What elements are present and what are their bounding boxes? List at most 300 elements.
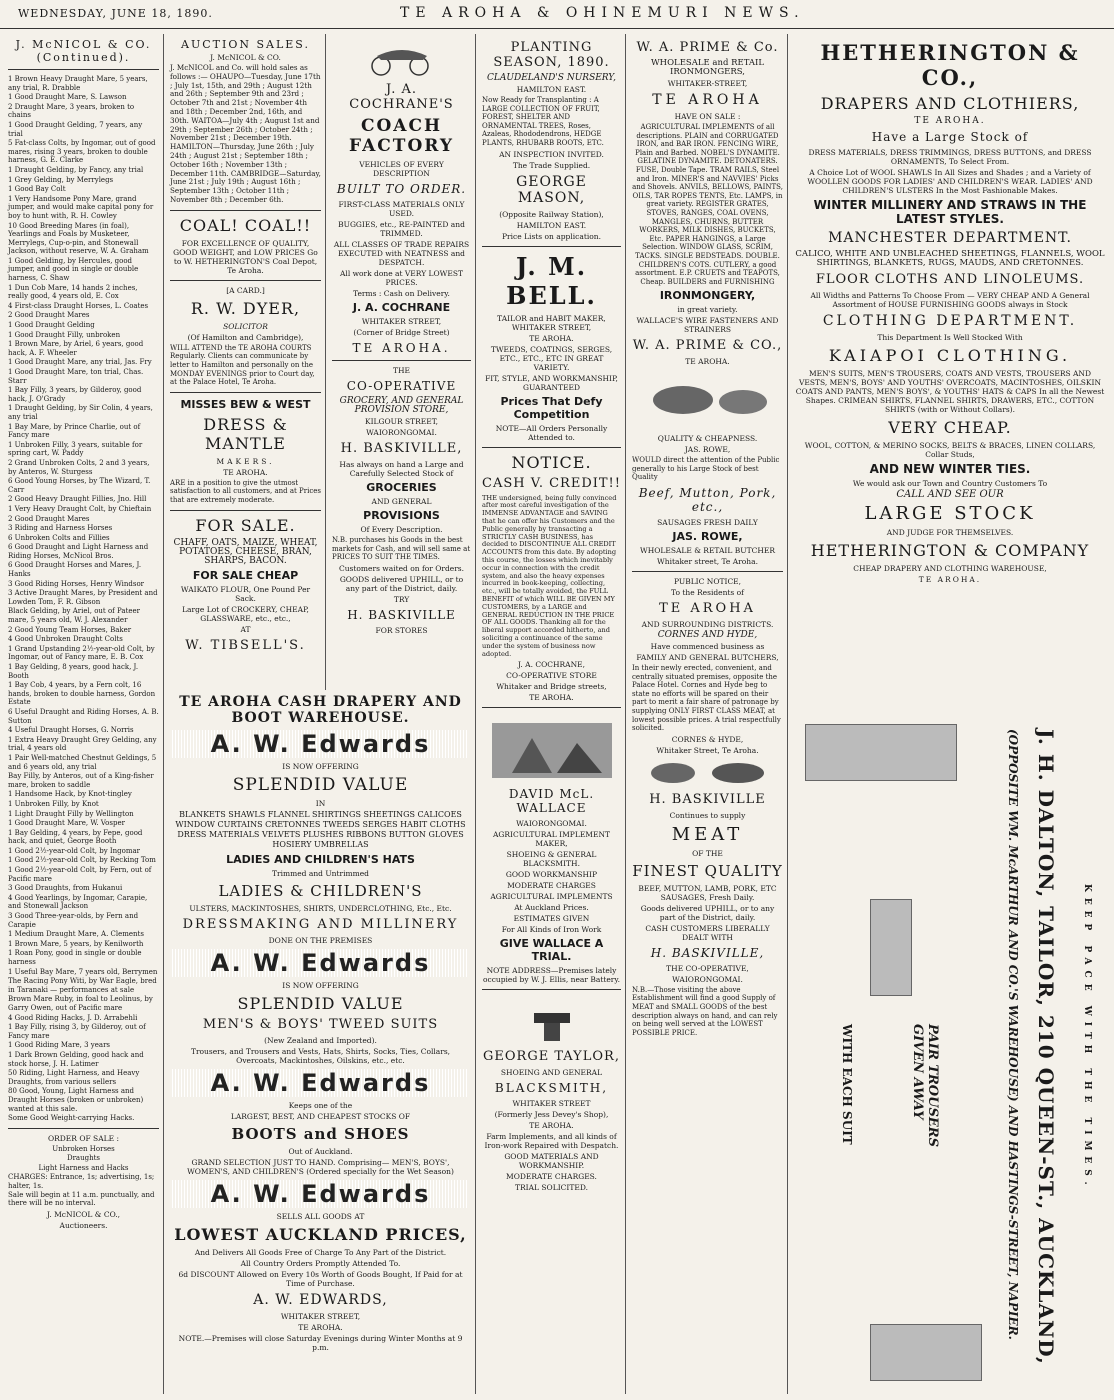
horse-entry-list <box>8 75 159 1123</box>
horse-entry: 1 Good Draught Gelding, 7 years, any trial <box>8 120 143 138</box>
horse-entry: 4 Useful Draught Horses, G. Norris <box>8 726 134 735</box>
horse-entry: 1 Good Draught Gelding <box>8 321 95 330</box>
rowe-sausages: SAUSAGES FRESH DAILY <box>657 518 758 528</box>
meat-cash: CASH CUSTOMERS LIBERALLY DEALT WITH <box>645 923 770 942</box>
horse-entry: 1 Bay Gelding, 8 years, good hack, J. Booth <box>8 663 139 680</box>
bell-body: TWEEDS, COATINGS, SERGES, ETC., ETC., ETC IN GREAT VARIETY. <box>490 344 613 372</box>
hh-company: HETHERINGTON & COMPANY <box>810 541 1090 560</box>
hh-new-ties: AND NEW WINTER TIES. <box>869 462 1031 476</box>
wallace-agri: AGRICULTURAL IMPLEMENT MAKER, <box>492 830 611 849</box>
edwards-country: All Country Orders Promptly Attended To. <box>240 1259 401 1268</box>
inspection: AN INSPECTION INVITED. <box>499 149 604 159</box>
dyer-sub: (Of Hamilton and Cambridge), <box>187 332 304 342</box>
bell-town: TE AROHA. <box>529 333 574 343</box>
hh-clothing-dept: CLOTHING DEPARTMENT. <box>822 313 1078 329</box>
edwards-in: IN <box>315 799 326 808</box>
cash-credit: CASH V. CREDIT!! <box>482 475 621 491</box>
horse-entry: 1 Bay Mare, by Prince Charlie, out of Fancy mare <box>8 422 141 440</box>
divider <box>482 246 621 247</box>
taylor-trial: TRIAL SOLICITED. <box>515 1183 588 1193</box>
horse-entry: 2 Good Draught Mares <box>8 311 90 320</box>
horse-entry: 3 Active Draught Mares, by President and Lowden Tom, F. R. Gibson <box>8 589 158 606</box>
at-label: AT <box>240 624 251 634</box>
edwards-lowest: LOWEST AUCKLAND PRICES, <box>174 1225 467 1244</box>
edwards-note: NOTE.—Premises will close Saturday Evenings during Winter Months at 9 p.m. <box>178 1334 463 1352</box>
edwards-discount: 6d DISCOUNT Allowed on Every 10s Worth of Goods Bought, If Paid for at Time of Purchase. <box>178 1270 463 1288</box>
horse-entry: 5 Fat-class Colts, by Ingomar, out of good mares, rising 3 years, broken to double harness, G. E. Clarke <box>8 139 156 165</box>
horse-entry: 6 Useful Draught and Riding Horses, A. B. Sutton <box>8 707 159 725</box>
column-cochrane <box>328 34 476 690</box>
hh-town2: TE AROHA. <box>918 575 982 584</box>
edwards-splendid: SPLENDID VALUE <box>237 994 404 1013</box>
prime-street: WHITAKER-STREET, <box>667 79 748 88</box>
horse-entry: 3 Good Draughts, from Hukanui <box>8 884 123 893</box>
hh-call: CALL AND SEE OUR <box>896 489 1004 500</box>
horse-entry: 1 Dun Cob Mare, 14 hands 2 inches, really good, 4 years old, E. Cox <box>8 283 138 301</box>
trade-supplied: The Trade Supplied. <box>512 160 591 170</box>
dalton-pair-trousers: PAIR TROUSERS GIVEN AWAY <box>910 1024 940 1147</box>
coop-street: KILGOUR STREET, <box>364 417 439 426</box>
horse-entry: 1 Good Riding Mare, 3 years <box>8 1041 111 1050</box>
edwards-boots: BOOTS and SHOES <box>231 1125 410 1143</box>
prime-whole: WHOLESALE and RETAIL IRONMONGERS, <box>650 58 765 77</box>
divider <box>332 360 471 361</box>
horse-entry: 1 Good Gelding, by Hercules, good jumper, and good in single or double harness, C. Shaw <box>8 256 139 283</box>
goods-delivered: GOODS delivered UPHILL, or to any part of the District, daily. <box>339 574 464 593</box>
jm-bell: J. M. BELL. <box>506 251 597 310</box>
dyer-name: R. W. DYER, <box>190 298 301 318</box>
cochrane-l1: VEHICLES OF EVERY DESCRIPTION <box>359 160 444 178</box>
meat-beef: BEEF, MUTTON, LAMB, PORK, ETC SAUSAGES, Fresh Daily. <box>638 883 777 902</box>
taylor-town: TE AROHA. <box>529 1121 574 1131</box>
horse-entry: 1 Unbroken Filly, 3 years, suitable for spring cart, W. Paddy <box>8 440 143 458</box>
wallace-est: ESTIMATES GIVEN <box>513 914 590 924</box>
dyer-body: WILL ATTEND the TE AROHA COURTS Regularly. Clients can communicate by letter to Hamilton and personally on the MONDAY EVENINGS prior to Court day, at the Palace Hotel, Te Aroha. <box>170 343 315 387</box>
auctioneer-title: Auctioneers. <box>59 1220 108 1230</box>
horse-entry: 1 Good Draught Filly, unbroken <box>8 330 121 339</box>
edwards-hats: LADIES AND CHILDREN'S HATS <box>226 853 415 866</box>
try-label: TRY <box>393 594 410 604</box>
horse-entry: 3 Good Three-year-olds, by Fern and Carapie <box>8 912 139 929</box>
and-general: AND GENERAL <box>371 497 432 506</box>
for-stores: FOR STORES <box>375 625 428 635</box>
horse-entry: Some Good Weight-carrying Hacks. <box>8 1114 135 1123</box>
horse-entry: 80 Good, Young, Light Harness and Draught Horses (broken or unbroken) wanted at this sale. <box>8 1087 144 1113</box>
cash-body: THE undersigned, being fully convinced after most careful investigation of the IMMENSE ADVANTAGE and SAVING that he can offer his Customers and the Public generally by transacting a STRICTLY CASH BUSINESS, has decided to DISCONTINUE ALL CREDIT ACCOUNTS from this date. By adopting this course, the losses which inevitably occur in connection with the credit system, and also the heavy expenses incurred in book-keeping, collecting, etc., will be totally avoided, the FULL BENEFIT of which WILL BE GIVEN MY CUSTOMERS, by a LARGE and GENERAL REDUCTION IN THE PRICE OF ALL GOODS. Thanking all for the liberal support accorded hitherto, and soliciting a continuance of the same under the system of business now adopted. <box>482 493 617 658</box>
divider <box>8 1128 159 1129</box>
price-lists: Price Lists on application. <box>502 231 601 241</box>
coal-title: COAL! COAL!! <box>179 215 312 235</box>
coal-body: FOR EXCELLENCE OF QUALITY, GOOD WEIGHT, and LOW PRICES Go to W. HETHERINGTON'S Coal Depot, Te Aroha. <box>173 238 318 275</box>
hh-calico: CALICO, WHITE AND UNBLEACHED SHEETINGS, FLANNELS, WOOL SHIRTINGS, BLANKETS, RUGS, MAUDS, AND CRETONNES. <box>795 249 1105 268</box>
nursery-name: CLAUDELAND'S NURSERY, <box>487 73 616 83</box>
order-of-sale-title: ORDER OF SALE : <box>48 1133 119 1143</box>
dalton-with-suit: WITH EACH SUIT <box>840 1024 854 1145</box>
taylor-black: BLACKSMITH, <box>494 1081 609 1096</box>
divider <box>170 280 321 281</box>
nursery-town: HAMILTON EAST. <box>516 85 587 94</box>
bell-prices: Prices That Defy Competition <box>500 394 603 421</box>
wallace-for: For All Kinds of Iron Work <box>501 925 602 935</box>
edwards-ulsters: ULSTERS, MACKINTOSHES, SHIRTS, UNDERCLOTHING, Etc., Etc. <box>189 904 452 913</box>
column-auction-sales <box>166 34 326 690</box>
auction-sales-title: AUCTION SALES. <box>181 38 310 51</box>
public-and: AND SURROUNDING DISTRICTS. <box>641 620 774 630</box>
farrier-illustration <box>482 713 622 783</box>
horse-entry: 1 Good Bay Colt <box>8 185 66 194</box>
divider <box>170 510 321 511</box>
horse-entry: 1 Light Draught Filly by Wellington <box>8 809 134 818</box>
baskiville-name: H. BASKIVILLE, <box>340 441 463 456</box>
baskiville-name2: H. BASKIVILLE <box>347 607 456 622</box>
hh-winter: WINTER MILLINERY AND STRAWS IN THE LATEST STYLES. <box>813 198 1087 226</box>
cochrane-l2: BUILT TO ORDER. <box>336 182 467 196</box>
wallace-name: DAVID McL. WALLACE <box>508 787 595 816</box>
baskiville-nb: N.B. purchases his Goods in the best markets for Cash, and will sell same at PRICES TO SUIT THE TIMES. <box>332 536 471 562</box>
edwards-banner: A. W. Edwards <box>172 949 469 977</box>
dalton-advertisement <box>790 724 1108 1389</box>
divider <box>482 989 621 990</box>
finest-quality: FINEST QUALITY <box>632 861 783 880</box>
cochrane-l6: All work done at VERY LOWEST PRICES. <box>340 269 463 287</box>
drapers-clothiers: DRAPERS AND CLOTHIERS, <box>820 94 1080 113</box>
groceries: GROCERIES <box>366 481 437 494</box>
wallace-give: GIVE WALLACE A TRIAL. <box>499 937 604 964</box>
horse-entry: 4 Good Yearlings, by Ingomar, Carapie, and Stonewall Jackson <box>8 893 148 911</box>
cochrane-l3: FIRST-CLASS MATERIALS ONLY USED. <box>338 200 465 218</box>
wallace-note: NOTE ADDRESS—Premises lately occupied by W. J. Ellis, near Battery. <box>482 966 620 985</box>
horse-entry: 6 Good Draught Horses and Mares, J. Hanks <box>8 561 142 579</box>
sale-note: Sale will begin at 11 a.m. punctually, and there will be no interval. <box>8 1190 155 1208</box>
horse-entry: 1 Bay Gelding, 4 years, by Fepe, good hack, and quiet, George Booth <box>8 828 143 846</box>
hh-have: Have a Large Stock of <box>871 130 1029 144</box>
cash-sign3: Whitaker and Bridge streets, <box>496 682 607 692</box>
cochrane-title2: COACH FACTORY <box>349 116 454 156</box>
edwards-out: Out of Auckland. <box>288 1147 353 1156</box>
crockery-line: Large Lot of CROCKERY, CHEAP, GLASSWARE, etc., etc., <box>182 604 309 623</box>
edwards-town: TE AROHA. <box>298 1323 343 1332</box>
dalton-subtitle: (OPPOSITE WM. McARTHUR AND CO.'S WAREHOUSE) AND HASTINGS-STREET, NAPIER. <box>1006 729 1020 1340</box>
wallace-shoe: SHOEING & GENERAL BLACKSMITH. <box>506 850 597 869</box>
divider <box>170 210 321 211</box>
hh-manchester: MANCHESTER DEPARTMENT. <box>828 230 1072 246</box>
tibsell-name: W. TIBSELL'S. <box>185 637 306 653</box>
carriage-illustration <box>367 42 437 76</box>
horse-entry: 1 Bay Filly, rising 3, by Gilderoy, out of Fancy mare <box>8 1023 146 1040</box>
cochrane-sign3: (Corner of Bridge Street) <box>353 328 450 337</box>
george-mason: GEORGE MASON, <box>516 173 587 206</box>
edwards-banner: A. W. Edwards <box>172 730 469 758</box>
hh-wool: WOOL, COTTON, & MERINO SOCKS, BELTS & BRACES, LINEN COLLARS, Collar Studs, <box>804 441 1096 459</box>
edwards-largest: LARGEST, BEST, AND CHEAPEST STOCKS OF <box>230 1112 411 1121</box>
cochrane-l5: ALL CLASSES OF TRADE REPAIRS EXECUTED with NEATNESS and DESPATCH. <box>333 240 470 267</box>
horse-entry: 10 Good Breeding Mares (in foal), Yearlings and Foals by Musketeer, Merrylegs, Cup-o-pin, and Stonewall Jackson, without reserve, W. A. Graham <box>8 221 149 256</box>
prime-items: AGRICULTURAL IMPLEMENTS of all descriptions. PLAIN and CORRUGATED IRON, and BAR IRON. FENCING WIRE, Plain and Barbed. NOBEL'S DYNAMITE. GELATINE DYNAMITE. DETONATERS. FUSE, Double Tape. TRAM RAILS, Steel and Iron. MINER'S and NAVVIES' Picks and Shovels. ANVILS, BELLOWS, PAINTS, OILS, TAR ROPES TENTS, Etc. LAMPS, in great variety. REGISTER GRATES, STOVES, RANGES, COAL OVENS, MANGLES, CHURNS, BUTTER WORKERS, MILK DISHES, BUCKETS, Etc. PAPER HANGINGS, a Large Selection. WINDOW GLASS, SCRIM, TACKS. SINGLE BEDSTEADS. DOUBLE. CHILDREN'S COTS. CUTLERY, a good assortment. E.P. CRUETS and TEAPOTS, Cheap. BUILDERS and FURNISHING <box>632 123 783 286</box>
baskiville-coop: THE CO-OPERATIVE, <box>666 963 749 973</box>
horse-entry: 1 Good 2½-year-old Colt, by Fern, out of Pacific mare <box>8 866 152 883</box>
bell-note: NOTE—All Orders Personally Attended to. <box>495 423 608 442</box>
for-sale-cheap: FOR SALE CHEAP <box>192 568 299 582</box>
planting-season: PLANTING SEASON, 1890. <box>493 40 610 70</box>
cochrane-sign2: WHITAKER STREET, <box>361 317 442 326</box>
taylor-goodm: GOOD MATERIALS AND WORKMANSHIP. <box>504 1152 599 1171</box>
horse-entry: 2 Draught Mare, 3 years, broken to chains <box>8 102 135 120</box>
dalton-title: J. H. DALTON, TAILOR, 210 QUEEN-ST., AUCKLAND, <box>1034 729 1058 1365</box>
baskiville-cont: Continues to supply <box>669 810 746 820</box>
edwards-dressmaking: DRESSMAKING AND MILLINERY <box>182 917 459 932</box>
horse-entry: 4 Good Riding Hacks, J. D. Arrabehli <box>8 1013 138 1022</box>
hh-floor: FLOOR CLOTHS AND LINOLEUMS. <box>815 272 1085 287</box>
order-of-sale-list <box>8 1145 159 1173</box>
auctioneer-name: J. McNICOL & CO., <box>46 1209 121 1219</box>
hh-ask: We would ask our Town and Country Customers To <box>852 479 1048 488</box>
taylor-name: GEORGE TAYLOR, <box>483 1049 620 1065</box>
horse-entry: 1 Grey Gelding, by Merrylegs <box>8 175 114 184</box>
horse-entry: 2 Good Draught Mares <box>8 514 90 523</box>
horse-entry: Black Gelding, by Ariel, out of Pateer mare, 5 years old, W. J. Alexander <box>8 607 141 625</box>
baskiville-waio: WAIORONGOMAI. <box>672 974 743 984</box>
cochrane-title1: J. A. COCHRANE'S <box>349 82 454 112</box>
taylor-shoeing: SHOEING AND GENERAL <box>500 1068 603 1078</box>
edwards-keeps: Keeps one of the <box>288 1101 353 1110</box>
prime-iron: IRONMONGERY, <box>659 289 756 303</box>
hh-kaiapoi: KAIAPOI CLOTHING. <box>828 346 1072 365</box>
cattle-illustration <box>638 370 778 430</box>
auction-sales-sub: J. McNICOL & CO. <box>210 53 281 62</box>
coop-title: CO-OPERATIVE <box>346 379 457 393</box>
wallace-mod: MODERATE CHARGES <box>507 881 596 891</box>
hh-dept: This Department Is Well Stocked With <box>877 333 1023 342</box>
horse-entry: 2 Good Young Team Horses, Baker <box>8 625 132 634</box>
divider <box>632 571 783 572</box>
prime-wallace: WALLACE'S WIRE FASTENERS AND STRAINERS <box>636 316 779 335</box>
hh-widths: All Widths and Patterns To Choose From — VERY CHEAP AND A General Assortment of HOUSE FURNISHING GOODS always in Stock <box>810 291 1090 309</box>
edwards-list: BLANKETS SHAWLS FLANNEL SHIRTINGS SHEETINGS CALICOES WINDOW CURTAINS CRETONNES TWEEDS SERGES HABIT CLOTHS DRESS MATERIALS VELVETS PLUSHES RIBBONS BUTTON GLOVES HOSIERY UMBRELLAS <box>175 810 466 849</box>
rowe-name2: JAS. ROWE, <box>672 530 743 544</box>
prime-name: W. A. PRIME & Co. <box>636 40 779 55</box>
horse-entry: 1 Dark Brown Gelding, good hack and stock horse, J. H. Latimer <box>8 1050 144 1068</box>
edwards-offering: IS NOW OFFERING <box>282 762 359 771</box>
horse-entry: 1 Good Draught Mare, any trial, Jas. Fry <box>8 358 152 367</box>
horse-entry: 1 Good 2½-year-old Colt, by Ingomar <box>8 846 141 855</box>
taylor-street: WHITAKER STREET <box>512 1099 591 1109</box>
dalton-keep-pace: KEEP PACE WITH THE TIMES. <box>1082 884 1092 1191</box>
horse-entry: 1 Medium Draught Mare, A. Clements <box>8 930 144 939</box>
wallace-agri2: AGRICULTURAL IMPLEMENTS <box>490 892 613 902</box>
prime-town: TE AROHA <box>652 92 763 108</box>
horse-entry: Brown Mare Ruby, in foal to Leolinus, by Garry Owen, out of Pacific mare <box>8 995 153 1012</box>
hh-cheap2: CHEAP DRAPERY AND CLOTHING WAREHOUSE, <box>853 564 1047 573</box>
order-item: Light Harness and Hacks <box>38 1163 129 1172</box>
edwards-name: A. W. EDWARDS, <box>253 1292 388 1308</box>
mason-town: HAMILTON EAST. <box>516 220 587 230</box>
meat-of: OF THE <box>692 848 723 858</box>
horse-entry: 1 Roan Pony, good in single or double harness <box>8 949 142 966</box>
hh-large-stock: LARGE STOCK <box>864 503 1036 524</box>
hh-stock: DRESS MATERIALS, DRESS TRIMMINGS, DRESS BUTTONS, and DRESS ORNAMENTS, To Select From. <box>808 148 1092 166</box>
customers-waited: Customers waited on for Orders. <box>338 563 465 573</box>
masthead <box>0 0 1114 29</box>
horse-entry: 1 Good Draught Mare, S. Lawson <box>8 93 127 102</box>
provisions: PROVISIONS <box>363 509 440 522</box>
edwards-offering: IS NOW OFFERING <box>282 981 359 990</box>
wallace-good: GOOD WORKMANSHIP <box>505 870 598 880</box>
horse-entry: 1 Unbroken Filly, by Knot <box>8 799 99 808</box>
meat-goods: Goods delivered UPHILL, or to any part of the District, daily. <box>640 903 775 922</box>
cornes-name: CORNES AND HYDE, <box>657 630 758 641</box>
sale-charges: CHARGES: Entrance, 1s; advertising, 1s; halter, 1s. <box>8 1173 155 1191</box>
hh-men: MEN'S SUITS, MEN'S TROUSERS, COATS AND VESTS, TROUSERS AND VESTS, MEN'S, BOYS' AND YOUTHS' OVERCOATS, MACINTOSHES, OILSKIN COATS AND PANTS, MEN'S BOYS', & YOUTHS' HATS & CAPS In all the Newest Shapes. CRIMEAN SHIRTS, FLANNEL SHIRTS, DRAWERS, ETC., COTTON SHIRTS (with or Without Collars). <box>795 369 1105 414</box>
horse-entry: 1 Useful Bay Mare, 7 years old, Berrymen <box>8 967 158 976</box>
horse-entry: 1 Draught Gelding, by Sir Colin, 4 years, any trial <box>8 404 153 421</box>
divider <box>170 392 321 393</box>
tailored-figure-top <box>805 724 957 781</box>
horse-entry: 6 Unbroken Colts and Fillies <box>8 533 110 542</box>
issue-date: WEDNESDAY, JUNE 18, 1890. <box>18 7 213 20</box>
horse-entry: 1 Brown Mare, by Ariel, 6 years, good hack, A. F. Wheeler <box>8 340 144 357</box>
baskiville-nb2: N.B.—Those visiting the above Establishment will find a good Supply of MEAT and SMALL GOODS of the best description always on hand, and can rely on being well served at the LOWEST POSSIBLE PRICE. <box>632 985 778 1037</box>
prime-have: HAVE ON SALE : <box>674 112 741 121</box>
edwards-advertisement <box>166 690 476 1394</box>
divider <box>482 707 621 708</box>
horse-entry: 1 Very Handsome Pony Mare, grand jumper, and would make capital pony for boy to hunt with, R. H. Cowley <box>8 194 154 220</box>
bell-trade: TAILOR and HABIT MAKER, WHITAKER STREET, <box>497 313 606 332</box>
horse-entry: 3 Riding and Harness Horses <box>8 524 113 533</box>
edwards-ladies: LADIES & CHILDREN'S <box>218 882 423 900</box>
horse-entry: 50 Riding, Light Harness, and Heavy Draughts, from various sellers <box>8 1069 140 1086</box>
column-horse-sale-list <box>4 34 164 1394</box>
coop-town: WAIORONGOMAI. <box>366 428 437 437</box>
edwards-grand: GRAND SELECTION JUST TO HAND. Comprising— MEN'S, BOYS', WOMEN'S, AND CHILDREN'S (Ordered specially for the Wet Season) <box>187 1158 454 1176</box>
bew-body: ARE in a position to give the utmost satisfaction to all customers, and at Prices that are extremely moderate. <box>170 478 321 504</box>
taylor-farm: Farm Implements, and all kinds of Iron-work Repaired with Despatch. <box>484 1132 619 1151</box>
newspaper-title: TE AROHA & OHINEMURI NEWS. <box>400 5 805 21</box>
cornes-sign2: Whitaker Street, Te Aroha. <box>656 745 759 755</box>
horse-entry: 2 Grand Unbroken Colts, 2 and 3 years, by Anteros, W. Sturgess <box>8 458 150 476</box>
rowe-name: JAS. ROWE, <box>684 445 731 455</box>
bew-town: TE AROHA. <box>223 467 268 477</box>
bew-title: MISSES BEW & WEST <box>180 397 311 411</box>
nursery-body: Now Ready for Transplanting : A LARGE COLLECTION OF FRUIT, FOREST, SHELTER AND ORNAMENTAL TREES, Roses, Azaleas, Rhododendrons, HEDGE PLANTS, RHUBARB ROOTS, ETC. <box>482 96 604 147</box>
edwards-sells: SELLS ALL GOODS AT <box>276 1212 365 1221</box>
cash-sign2: CO-OPERATIVE STORE <box>506 671 597 681</box>
column-prime-ironmongers <box>628 34 788 1394</box>
rowe-body: WOULD direct the attention of the Public generally to his Large Stock of best Quality <box>632 456 780 482</box>
horse-entry: 1 Brown Mare, 5 years, by Kenilworth <box>8 939 144 948</box>
edwards-street: WHITAKER STREET, <box>280 1312 361 1321</box>
prime-name2: W. A. PRIME & CO., <box>632 338 783 354</box>
hh-town: TE AROHA. <box>914 116 986 126</box>
for-sale-body: CHAFF, OATS, MAIZE, WHEAT, POTATOES, CHEESE, BRAN, SHARPS, BACON. <box>173 537 318 566</box>
cochrane-sign4: TE AROHA. <box>352 341 451 355</box>
cochrane-sign: J. A. COCHRANE <box>352 301 451 314</box>
cochrane-l4: BUGGIES, etc., RE-PAINTED and TRIMMED. <box>338 220 465 238</box>
bew-makers: MAKERS. <box>216 456 275 466</box>
horse-entry: 1 Extra Heavy Draught Grey Gelding, any trial, 4 years old <box>8 735 157 753</box>
public-to: To the Residents of <box>671 588 744 598</box>
edwards-trimmed: Trimmed and Untrimmed <box>272 869 369 878</box>
public-town: TE AROHA <box>659 601 756 617</box>
public-notice: PUBLIC NOTICE, <box>673 577 742 587</box>
hetherington-title: HETHERINGTON & CO., <box>820 40 1080 90</box>
for-sale-title: FOR SALE. <box>195 515 296 535</box>
edwards-trousers: Trousers, and Trousers and Vests, Hats, Shirts, Socks, Ties, Collars, Overcoats, Mackintoshes, Oilskins, etc., etc. <box>190 1047 451 1065</box>
horse-entry: 1 Good Draught Mare, ton trial, Chas. Starr <box>8 368 144 385</box>
cornes-have: Have commenced business as <box>650 642 765 652</box>
cash-sign: J. A. COCHRANE, <box>517 660 586 670</box>
cornes-body: In their newly erected, convenient, and centrally situated premises, opposite the Palace Hotel. Cornes and Hyde beg to state no efforts will be spared on their part to merit a fair share of patronage by supplying ONLY FIRST CLASS MEAT, at lowest possible prices. A trial respectfully solicited. <box>632 664 781 733</box>
wallace-town: WAIORONGOMAI. <box>516 819 587 829</box>
baskiville-name3: H. BASKIVILLE, <box>650 945 765 960</box>
anvil-illustration <box>522 995 582 1045</box>
coop-sub: GROCERY, AND GENERAL PROVISION STORE, <box>339 396 464 415</box>
edwards-banner: A. W. Edwards <box>172 1180 469 1208</box>
horse-entry: 1 Very Heavy Draught Colt, by Chieftain <box>8 504 152 513</box>
edwards-title: TE AROHA CASH DRAPERY AND BOOT WAREHOUSE. <box>179 694 462 726</box>
cornes-family: FAMILY AND GENERAL BUTCHERS, <box>636 653 779 663</box>
horse-entry: The Racing Pony Witi, by War Eagle, bred in Taranaki — performances at sale <box>8 977 157 994</box>
edwards-delivers: And Delivers All Goods Free of Charge To Any Part of the District. <box>194 1248 447 1257</box>
tailored-figure-middle <box>870 899 912 996</box>
column-nursery-bell <box>478 34 626 1394</box>
horse-entry: Bay Filly, by Anteros, out of a King-fisher mare, broken to saddle <box>8 772 154 789</box>
horse-entry: 4 First-class Draught Horses, L. Coates <box>8 301 149 310</box>
notice-title: NOTICE. <box>511 452 592 472</box>
dyer-solicitor: SOLICITOR <box>223 321 268 331</box>
horse-entry: 4 Good Unbroken Draught Colts <box>8 635 123 644</box>
horse-entry: 3 Good Riding Horses, Henry Windsor <box>8 579 145 588</box>
horse-entry: 1 Brown Heavy Draught Mare, 5 years, any trial, R. Drabble <box>8 75 148 92</box>
horse-entry: 6 Good Draught and Light Harness and Riding Horses, McNicol Bros. <box>8 543 149 560</box>
edwards-banner: A. W. Edwards <box>172 1069 469 1097</box>
divider <box>482 447 621 448</box>
taylor-mod: MODERATE CHARGES. <box>506 1172 597 1182</box>
taylor-jess: (Formerly Jess Devey's Shop), <box>494 1110 609 1120</box>
horse-entry: 1 Bay Filly, 3 years, by Gilderoy, good hack, J. O'Grady <box>8 386 142 403</box>
cash-sign4: TE AROHA. <box>529 693 574 703</box>
horse-entry: 2 Good Heavy Draught Fillies, Jno. Hill <box>8 495 147 504</box>
prime-town2: TE AROHA. <box>685 357 730 367</box>
quality-cheapness: QUALITY & CHEAPNESS. <box>657 434 758 444</box>
horse-entry: 1 Grand Upstanding 2½-year-old Colt, by Ingomar, out of Fancy mare, E. B. Cox <box>8 644 155 662</box>
order-item: Draughts <box>66 1154 101 1163</box>
prime-variety: in great variety. <box>677 305 738 315</box>
horse-entry: 1 Good Draught Mare, W. Vosper <box>8 819 125 828</box>
edwards-done: DONE ON THE PREMISES <box>268 936 373 945</box>
horse-entry: 1 Pair Well-matched Chestnut Geldings, 5 and 6 years old, any trial <box>8 753 157 771</box>
horse-entry: 1 Handsome Hack, by Knot-tingley <box>8 790 132 799</box>
bell-fit: FIT, STYLE, AND WORKMANSHIP, GUARANTEED <box>485 373 618 392</box>
edwards-mens: MEN'S & BOYS' TWEED SUITS <box>202 1017 439 1032</box>
tailored-figure-bottom <box>870 1324 982 1381</box>
bew-dress: DRESS & MANTLE <box>203 414 288 453</box>
baskiville-butcher: H. BASKIVILLE <box>649 791 766 807</box>
mason-location: (Opposite Railway Station), <box>499 209 604 219</box>
edwards-splendid: SPLENDID VALUE <box>232 775 409 795</box>
rowe-street: Whitaker street, Te Aroha. <box>657 557 758 567</box>
order-item: Unbroken Horses <box>52 1144 115 1153</box>
horse-entry: 1 Good 2½-year-old Colt, by Recking Tom <box>8 856 156 865</box>
column-hetherington <box>790 34 1110 1394</box>
card-label: [A CARD.] <box>226 285 265 295</box>
meat-title: MEAT <box>671 823 744 845</box>
hh-judge: AND JUDGE FOR THEMSELVES. <box>886 528 1014 537</box>
rowe-beef: Beef, Mutton, Pork, etc., <box>638 486 777 515</box>
hh-choice: A Choice Lot of WOOL SHAWLS In All Sizes and Shades ; and a Variety of WOOLLEN GOODS FOR LADIES' AND CHILDREN'S WEAR. LADIES' AND CHILDREN'S ULSTERS In the Most Fashionable Makes. <box>807 168 1093 195</box>
horse-entry: 1 Draught Gelding, by Fancy, any trial <box>8 165 144 174</box>
hh-very-cheap: VERY CHEAP. <box>888 418 1012 437</box>
cornes-sign: CORNES & HYDE, <box>671 734 744 744</box>
